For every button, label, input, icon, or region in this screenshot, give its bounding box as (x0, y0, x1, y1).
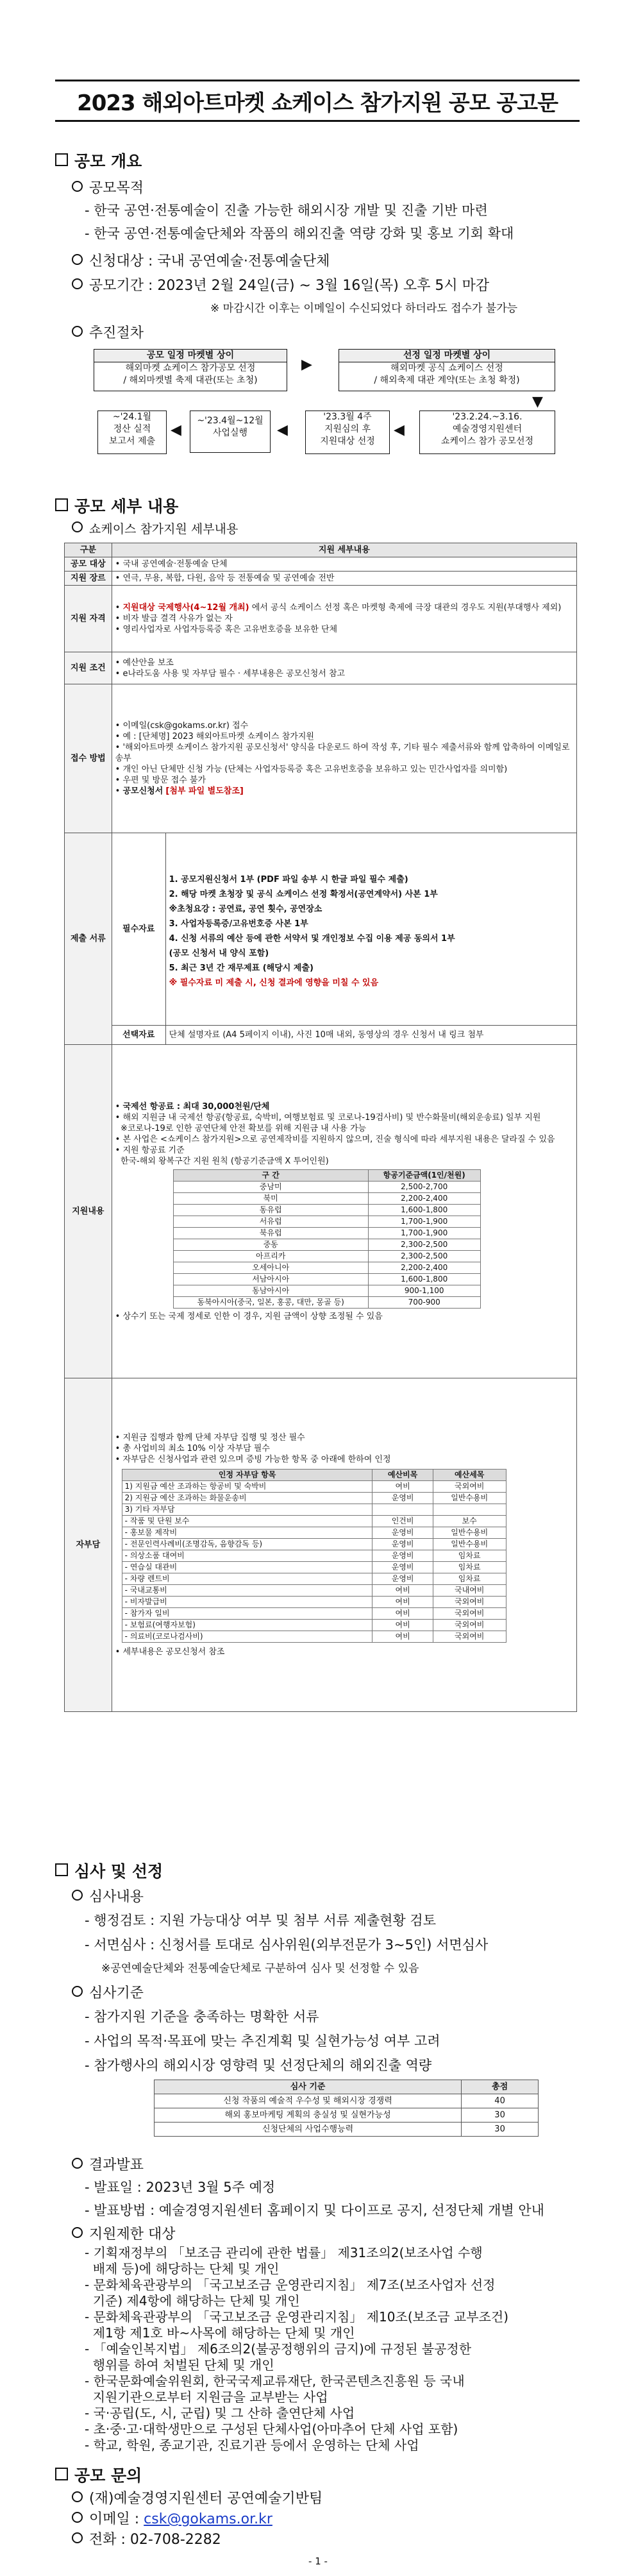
selfpay-budget: 운영비 (372, 1539, 433, 1550)
circle-bullet-icon (72, 326, 83, 337)
restriction-line: - 「예술인복지법」 제6조의2(불공정행위의 금지)에 규정된 불공정한 (85, 2341, 472, 2357)
criteria-line: - 사업의 목적·목표에 맞는 추진계획 및 실현가능성 여부 고려 (85, 2033, 440, 2049)
row-value: • 지원대상 국제행사(4~12월 개최) 에서 공식 쇼케이스 선정 혹은 마켓형 축제에 극장 대관의 경우도 지원(부대행사 제외) • 비자 발급 결격 사유가 없는 자 • 영리사업자로 사업자등록증 혹은 고유번호증을 보유한 단체 (112, 586, 576, 652)
selfpay-item: - 의료비(코로나검사비) (122, 1631, 372, 1643)
selfpay-sub: 임차료 (433, 1562, 506, 1573)
selfpay-col-budget: 예산비목 (372, 1470, 433, 1481)
contact-phone: 전화 : 02-708-2282 (72, 2529, 221, 2548)
selfpay-sub: 국외여비 (433, 1608, 506, 1620)
selfpay-sub: 국내여비 (433, 1585, 506, 1597)
criteria-score: 30 (462, 2108, 539, 2123)
square-bullet-icon (55, 153, 68, 166)
airfare-row (173, 1273, 480, 1285)
criteria-col-score: 총점 (462, 2080, 539, 2094)
restriction-line: 제1항 제1호 바~사목에 해당하는 단체 및 개인 (85, 2325, 355, 2341)
restriction-line: 기준) 제4항에 해당하는 단체 및 개인 (85, 2293, 300, 2309)
flow-step-2: 선정 일정 마켓별 상이 해외마켓 공식 쇼케이스 선정 / 해외축제 대관 계약(또는 초청 확정) (339, 349, 555, 391)
airfare-amount: 2,300-2,500 (368, 1250, 480, 1262)
arrow-left-icon: ◀ (277, 422, 288, 438)
circle-bullet-icon (72, 278, 83, 289)
airfare-amount: 2,200-2,400 (368, 1262, 480, 1273)
selfpay-sub (433, 1504, 506, 1516)
selfpay-item: - 국내교통비 (122, 1585, 372, 1597)
row-value: • 지원금 집행과 함께 단체 자부담 집행 및 정산 필수 • 총 사업비의 최소 10% 이상 자부담 필수 • 자부담은 신청사업과 관련 있으며 증빙 가능한 항목 중 아래에 한하여 인정 인정 자부담 항목 예산비목 예산세목 1) 지원금 예산 조과하는 항공비 및 숙박비 여비 국외여비 2) 지원금 예산 조과하는 화물운송비 운영비 일반수용비 3) 기타 자부담 - 작품 및 단원 보수 인건비 보수 - 홍보물 제작비 운영비 일반수용비 - 전문인력사례비(조명감독, 음향감독 등) 운영비 일반수용비 - 의상소품 대여비 운영비 임차료 - 연습실 대관비 운영비 임차료 - 차량 렌트비 운영비 임차료 - 국내교통비 여비 국내여비 - 비자발급비 여비 국외여비 - 참가자 일비 여비 국외여비 - 보험료(여행자보험) 여비 국외여비 - 의료비(코로나검사비) 여비 국외여비 • 세부내용은 공모신청서 참조 (112, 1378, 576, 1712)
selfpay-budget: 운영비 (372, 1573, 433, 1585)
selfpay-item: 1) 지원금 예산 조과하는 항공비 및 숙박비 (122, 1481, 372, 1493)
airfare-row (173, 1262, 480, 1273)
airfare-amount: 2,300-2,500 (368, 1239, 480, 1250)
selfpay-sub: 국외여비 (433, 1481, 506, 1493)
selfpay-row (122, 1550, 506, 1562)
selfpay-row (122, 1620, 506, 1631)
flow-step-4: '23.3월 4주 지원심의 후 지원대상 선정 (305, 411, 390, 454)
airfare-region: 북미 (173, 1192, 368, 1204)
col-header-gubun: 구분 (65, 543, 112, 557)
criteria-line: - 참가행사의 해외시장 영향력 및 선정단체의 해외진출 역량 (85, 2058, 432, 2073)
airfare-region: 동북아시아(중국, 일본, 홍콩, 대만, 몽골 등) (173, 1296, 368, 1308)
airfare-row (173, 1239, 480, 1250)
result-line: - 발표일 : 2023년 3월 5주 예정 (85, 2180, 276, 2195)
airfare-amount: 2,200-2,400 (368, 1192, 480, 1204)
airfare-amount: 700-900 (368, 1296, 480, 1308)
circle-bullet-icon (72, 181, 83, 192)
selfpay-budget: 여비 (372, 1585, 433, 1597)
airfare-amount: 1,700-1,900 (368, 1216, 480, 1227)
optional-docs: 단체 설명자료 (A4 5페이지 이내), 사진 10매 내외, 동영상의 경우 신청서 내 링크 첨부 (165, 1026, 576, 1045)
required-doc-item: 1. 공모지원신청서 1부 (PDF 파일 송부 시 한글 파일 필수 제출) (169, 874, 408, 885)
airfare-region: 북유럽 (173, 1227, 368, 1239)
required-doc-warning: ※ 필수자료 미 제출 시, 신청 결과에 영향을 미칠 수 있음 (169, 978, 379, 988)
selfpay-item: - 참가자 일비 (122, 1608, 372, 1620)
row-label: 접수 방법 (65, 684, 112, 833)
airfare-amount: 1,600-1,800 (368, 1273, 480, 1285)
selfpay-item: - 비자발급비 (122, 1597, 372, 1608)
selfpay-row (122, 1504, 506, 1516)
selfpay-item: - 의상소품 대여비 (122, 1550, 372, 1562)
airfare-region: 중남미 (173, 1181, 368, 1192)
selfpay-row (122, 1539, 506, 1550)
selfpay-row (122, 1516, 506, 1527)
review-note: ※공연예술단체와 전통예술단체로 구분하여 심사 및 선정할 수 있음 (101, 1962, 419, 1975)
selfpay-budget: 여비 (372, 1631, 433, 1643)
row-label: 지원 조건 (65, 652, 112, 684)
row-label: 지원내용 (65, 1045, 112, 1378)
purpose-line-1: - 한국 공연·전통예술이 진출 가능한 해외시장 개발 및 진출 기반 마련 (85, 203, 488, 218)
section-overview-heading: 공모 개요 (55, 149, 142, 172)
result-line: - 발표방법 : 예술경영지원센터 홈페이지 및 다이프로 공지, 선정단체 개별 안내 (85, 2203, 544, 2218)
criteria-label: 심사기준 (72, 1982, 144, 2002)
airfare-row (173, 1181, 480, 1192)
airfare-row (173, 1250, 480, 1262)
review-line: - 서면심사 : 신청서를 토대로 심사위원(외부전문가 3~5인) 서면심사 (85, 1937, 489, 1953)
airfare-region: 동유럽 (173, 1204, 368, 1216)
selfpay-budget: 운영비 (372, 1493, 433, 1504)
airfare-row (173, 1192, 480, 1204)
selfpay-sub: 국외여비 (433, 1597, 506, 1608)
restriction-list (85, 2245, 591, 2453)
selfpay-sub: 보수 (433, 1516, 506, 1527)
selfpay-row (122, 1631, 506, 1643)
criteria-name: 해외 홍보마케팅 계획의 충실성 및 실현가능성 (155, 2108, 462, 2123)
selfpay-row (122, 1527, 506, 1539)
document-title-box (55, 80, 580, 122)
row-value: • 연극, 무용, 복합, 다원, 음악 등 전통예술 및 공연예술 전반 (112, 572, 576, 586)
airfare-region: 오세아니아 (173, 1262, 368, 1273)
airfare-region: 아프리카 (173, 1250, 368, 1262)
row-value: • 이메일(csk@gokams.or.kr) 접수 • 예 : [단체명] 2023 해외아트마켓 쇼케이스 참가지원 • '해외아트마켓 쇼케이스 참가지원 공모신청서' 양식을 다운로드 하여 작성 후, 기타 필수 제출서류와 함께 압축하여 이메일로 송부 • 개인 아닌 단체만 신청 가능 (단체는 사업자등록증 혹은 고유번호증을 보유하고 있는 민간사업자를 의미함) • 우편 및 방문 접수 불가 • 공모신청서 [첨부 파일 별도참조] (112, 684, 576, 833)
circle-bullet-icon (72, 2227, 83, 2238)
row-label: 지원 장르 (65, 572, 112, 586)
restriction-line: - 초·중·고·대학생만으로 구성된 단체사업(아마추어 단체 사업 포함) (85, 2421, 458, 2437)
selfpay-budget: 여비 (372, 1597, 433, 1608)
selfpay-item: - 연습실 대관비 (122, 1562, 372, 1573)
required-doc-item: (공모 신청서 내 양식 포함) (169, 948, 269, 958)
arrow-left-icon: ◀ (394, 422, 405, 438)
row-label: 제출 서류 (65, 833, 112, 1045)
restriction-line: 배제 등)에 해당하는 단체 및 개인 (85, 2261, 280, 2276)
section-details-heading: 공모 세부 내용 (55, 494, 178, 517)
airfare-amount: 1,600-1,800 (368, 1204, 480, 1216)
selfpay-row (122, 1481, 506, 1493)
circle-bullet-icon (72, 1986, 83, 1997)
contact-org: (재)예술경영지원센터 공연예술기반팀 (72, 2487, 322, 2507)
selfpay-budget (372, 1504, 433, 1516)
purpose-line-2: - 한국 공연·전통예술단체와 작품의 해외진출 역량 강화 및 홍보 기회 확대 (85, 226, 514, 241)
criteria-table (154, 2080, 539, 2137)
selfpay-item: - 차량 렌트비 (122, 1573, 372, 1585)
airfare-region: 서유럽 (173, 1216, 368, 1227)
target-line: 신청대상 : 국내 공연예술·전통예술단체 (72, 250, 330, 270)
airfare-row (173, 1204, 480, 1216)
criteria-row (155, 2123, 539, 2137)
selfpay-sub: 국외여비 (433, 1631, 506, 1643)
criteria-row (155, 2094, 539, 2108)
required-doc-item: 4. 신청 서류의 예산 등에 관한 서약서 및 개인정보 수집 이용 제공 동의서 1부 (169, 933, 455, 944)
airfare-amount: 2,500-2,700 (368, 1181, 480, 1192)
selfpay-row (122, 1493, 506, 1504)
restriction-line: - 기획재정부의 「보조금 관리에 관한 법률」 제31조의2(보조사업 수행 (85, 2245, 483, 2260)
selfpay-budget: 여비 (372, 1608, 433, 1620)
details-table (64, 543, 577, 1712)
selfpay-budget: 운영비 (372, 1550, 433, 1562)
restriction-line: 행위를 하여 처벌된 단체 및 개인 (85, 2357, 274, 2373)
selfpay-sub: 일반수용비 (433, 1539, 506, 1550)
selfpay-row (122, 1608, 506, 1620)
selfpay-sub: 일반수용비 (433, 1527, 506, 1539)
row-value: • 국제선 항공료 : 최대 30,000천원/단체 • 해외 지원금 내 국제선 항공(항공료, 숙박비, 여행보험료 및 코로나-19검사비) 및 반수화물비(해외운송료) 일부 지원 ※코로나-19로 인한 공연단체 안전 확보를 위해 지원금 내 사용 가능 • 본 사업은 <쇼케이스 참가지원>으로 공연제작비를 지원하지 않으며, 진술 형식에 따라 세부지원 내용은 달라질 수 있음 • 지원 항공료 기준 한국-해외 왕복구간 지원 원칙 (항공기준금액 X 투어인원) 구 간 항공기준금액(1인/천원) 중남미 2,500-2,700 북미 2,200-2,400 동유럽 1,600-1,800 서유럽 1,700-1,900 북유럽 1,700-1,900 중동 2,300-2,500 아프리카 2,300-2,500 오세아니아 2,200-2,400 서남아시아 1,600-1,800 동남아시아 900-1,100 동북아시아(중국, 일본, 홍콩, 대만, 몽골 등) 700-900 • 상수기 또는 국제 정세로 인한 이 경우, 지원 금액이 상향 조정될 수 있음 (112, 1045, 576, 1378)
flow-step-6: ~'24.1월 정산 실적 보고서 제출 (97, 411, 167, 454)
required-doc-item: ※초청요강 : 공연료, 공연 횟수, 공연장소 (169, 904, 322, 914)
required-doc-item: 5. 최근 3년 간 재무제표 (해당시 제출) (169, 963, 314, 973)
restriction-line: - 학교, 학원, 종교기관, 진료기관 등에서 운영하는 단체 사업 (85, 2437, 419, 2453)
selfpay-item: 2) 지원금 예산 조과하는 화물운송비 (122, 1493, 372, 1504)
selfpay-item: - 전문인력사례비(조명감독, 음향감독 등) (122, 1539, 372, 1550)
restriction-line: - 한국문화예술위원회, 한국국제교류재단, 한국콘텐츠진흥원 등 국내 (85, 2373, 465, 2389)
contact-email-link[interactable]: csk@gokams.or.kr (144, 2511, 272, 2527)
flow-step-3: '23.2.24.~3.16. 예술경영지원센터 쇼케이스 참가 공모선정 (419, 411, 555, 454)
airfare-amount: 900-1,100 (368, 1285, 480, 1296)
selfpay-col-sub: 예산세목 (433, 1470, 506, 1481)
period-line: 공모기간 : 2023년 2월 24일(금) ~ 3월 16일(목) 오후 5시 마감 (72, 275, 489, 294)
selfpay-item: - 작품 및 단원 보수 (122, 1516, 372, 1527)
airfare-region: 서남아시아 (173, 1273, 368, 1285)
criteria-name: 신청단체의 사업수행능력 (155, 2123, 462, 2137)
row-sublabel: 선택자료 (112, 1026, 165, 1045)
restriction-line: 지원기관으로부터 지원금을 교부받는 사업 (85, 2389, 328, 2405)
circle-bullet-icon (72, 521, 83, 532)
row-sublabel: 필수자료 (112, 833, 165, 1026)
selfpay-sub: 일반수용비 (433, 1493, 506, 1504)
details-sub: 쇼케이스 참가지원 세부내용 (72, 520, 238, 537)
selfpay-row (122, 1585, 506, 1597)
self-pay-table (122, 1469, 506, 1643)
circle-bullet-icon (72, 254, 83, 265)
circle-bullet-icon (72, 2491, 83, 2502)
airfare-col-amount: 항공기준금액(1인/천원) (368, 1169, 480, 1181)
selfpay-budget: 여비 (372, 1620, 433, 1631)
selfpay-sub: 임차료 (433, 1550, 506, 1562)
airfare-row (173, 1285, 480, 1296)
flow-step-5: ~'23.4월~12월 사업실행 (190, 411, 271, 453)
airfare-row (173, 1296, 480, 1308)
period-note: ※ 마감시간 이후는 이메일이 수신되었다 하더라도 접수가 불가능 (210, 302, 518, 315)
section-review-heading: 심사 및 선정 (55, 1859, 163, 1882)
row-value: • 예산안을 보조 • e나라도움 사용 및 자부담 필수 · 세부내용은 공모신청서 참고 (112, 652, 576, 684)
selfpay-sub: 국외여비 (433, 1620, 506, 1631)
selfpay-item: - 보험료(여행자보험) (122, 1620, 372, 1631)
contact-email-line: 이메일 : csk@gokams.or.kr (72, 2508, 272, 2528)
required-doc-item: 2. 해당 마켓 초청장 및 공식 쇼케이스 선정 확정서(공연계약서) 사본 1부 (169, 889, 438, 899)
restriction-line: - 국·공립(도, 시, 군립) 및 그 산하 출연단체 사업 (85, 2405, 355, 2421)
selfpay-row (122, 1573, 506, 1585)
purpose-label: 공모목적 (72, 177, 144, 197)
required-docs-list (165, 833, 576, 1026)
result-label: 결과발표 (72, 2154, 144, 2174)
selfpay-budget: 운영비 (372, 1562, 433, 1573)
selfpay-budget: 운영비 (372, 1527, 433, 1539)
circle-bullet-icon (72, 2158, 83, 2169)
airfare-table (173, 1169, 481, 1309)
selfpay-budget: 인건비 (372, 1516, 433, 1527)
review-line: - 행정검토 : 지원 가능대상 여부 및 첨부 서류 제출현황 검토 (85, 1913, 436, 1928)
criteria-name: 신청 작품의 예술적 우수성 및 해외시장 경쟁력 (155, 2094, 462, 2108)
selfpay-col-item: 인정 자부담 항목 (122, 1470, 372, 1481)
row-label: 자부담 (65, 1378, 112, 1712)
arrow-right-icon: ▶ (301, 357, 312, 373)
document-title: 2023 해외아트마켓 쇼케이스 참가지원 공모 공고문 (77, 90, 558, 116)
section-contact-heading: 공모 문의 (55, 2463, 142, 2486)
airfare-region: 중동 (173, 1239, 368, 1250)
airfare-region: 동남아시아 (173, 1285, 368, 1296)
criteria-score: 30 (462, 2123, 539, 2137)
criteria-col-name: 심사 기준 (155, 2080, 462, 2094)
restriction-label: 지원제한 대상 (72, 2223, 176, 2243)
selfpay-row (122, 1597, 506, 1608)
selfpay-item: 3) 기타 자부담 (122, 1504, 372, 1516)
row-label: 지원 자격 (65, 586, 112, 652)
criteria-line: - 참가지원 기준을 충족하는 명확한 서류 (85, 2009, 319, 2024)
restriction-line: - 문화체육관광부의 「국고보조금 운영관리지침」 제7조(보조사업자 선정 (85, 2277, 496, 2292)
arrow-left-icon: ◀ (171, 422, 181, 438)
selfpay-budget: 여비 (372, 1481, 433, 1493)
airfare-col-region: 구 간 (173, 1169, 368, 1181)
restriction-line: - 문화체육관광부의 「국고보조금 운영관리지침」 제10조(보조금 교부조건) (85, 2309, 509, 2325)
procedure-label: 추진절차 (72, 322, 144, 342)
required-doc-item: 3. 사업자등록증/고유번호증 사본 1부 (169, 919, 308, 929)
flow-step-1: 공모 일정 마켓별 상이 해외마켓 쇼케이스 참가공모 선정 / 해외마켓별 축제 대관(또는 초청) (94, 349, 287, 391)
col-header-detail: 지원 세부내용 (112, 543, 576, 557)
page-number: - 1 - (308, 2555, 328, 2567)
row-value: • 국내 공연예술·전통예술 단체 (112, 557, 576, 572)
airfare-row (173, 1227, 480, 1239)
selfpay-item: - 홍보물 제작비 (122, 1527, 372, 1539)
circle-bullet-icon (72, 1890, 83, 1901)
circle-bullet-icon (72, 2532, 83, 2543)
circle-bullet-icon (72, 2512, 83, 2523)
row-label: 공모 대상 (65, 557, 112, 572)
arrow-down-icon: ▼ (532, 394, 543, 410)
selfpay-sub: 임차료 (433, 1573, 506, 1585)
criteria-score: 40 (462, 2094, 539, 2108)
airfare-row (173, 1216, 480, 1227)
review-content-label: 심사내용 (72, 1886, 144, 1906)
square-bullet-icon (55, 1863, 68, 1876)
criteria-row (155, 2108, 539, 2123)
square-bullet-icon (55, 2468, 68, 2480)
selfpay-row (122, 1562, 506, 1573)
square-bullet-icon (55, 498, 68, 511)
airfare-amount: 1,700-1,900 (368, 1227, 480, 1239)
